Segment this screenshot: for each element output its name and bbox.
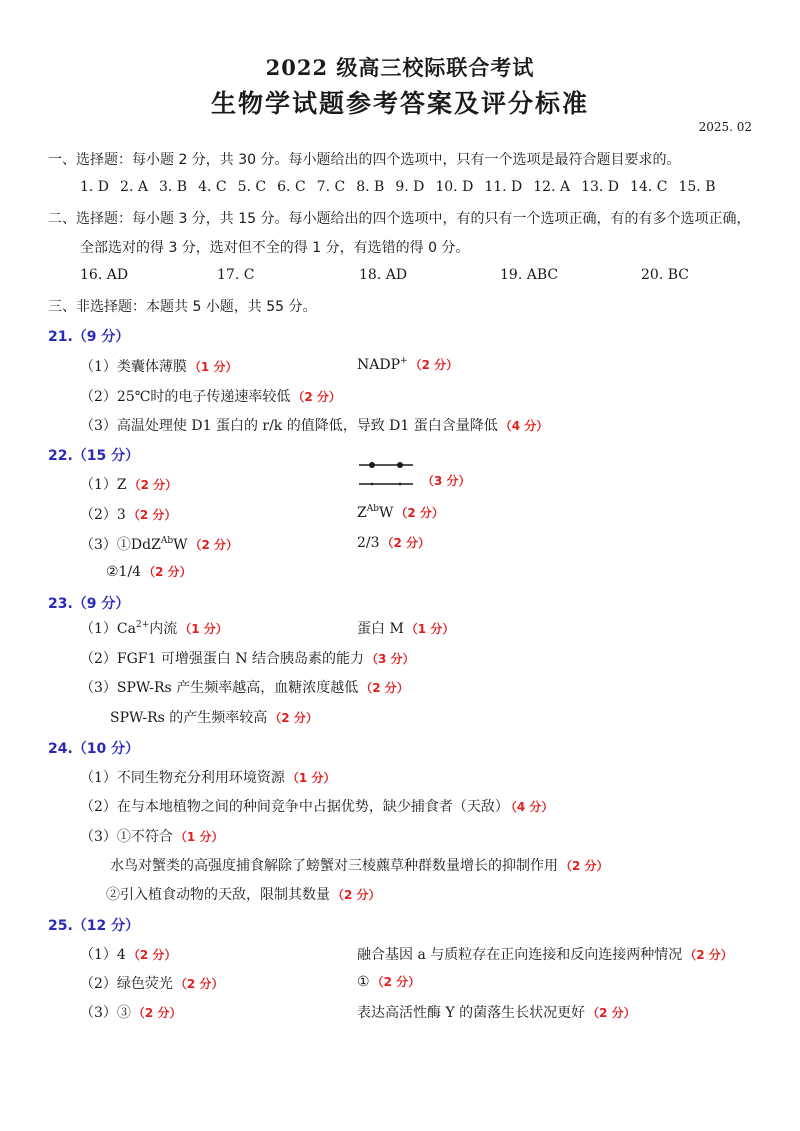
q23-answer-4 (110, 707, 318, 727)
q25-answer-2a-text: （2）绿色荧光 (80, 976, 173, 992)
q21-answer-1a-text: （1）类囊体薄膜 (80, 359, 187, 375)
q25-answer-2a (80, 973, 223, 993)
mc-answer-10: 10. D (435, 179, 474, 195)
q25-answer-1a (80, 944, 176, 964)
q21-score-3: （4 分） (499, 419, 549, 433)
q21-answer-2 (80, 386, 341, 406)
q21-answer-1a (80, 356, 237, 376)
mc-answer-16: 16. AD (80, 267, 129, 283)
q24-answer-3 (80, 826, 223, 846)
q23-answer-1b (357, 618, 454, 638)
q24-score-2: （4 分） (510, 800, 554, 814)
q24-score-4: （2 分） (560, 859, 609, 873)
q25-answer-3b-text: 表达高活性酶 Y 的菌落生长状况更好 (357, 1005, 586, 1021)
q25-answer-2b (357, 973, 420, 990)
q24-answer-2 (80, 796, 553, 816)
q25-answer-3b (357, 1002, 636, 1022)
mc-answer-14: 14. C (630, 179, 668, 195)
question-25-label: 25.（12 分） (48, 918, 140, 934)
q21-score-1a: （1 分） (188, 360, 238, 374)
q25-score-1a: （2 分） (127, 948, 177, 962)
q22-score-2a: （2 分） (127, 508, 177, 522)
section-2-heading-line1: 二、选择题：每小题 3 分，共 15 分。每小题给出的四个选项中，有的只有一个选项正确，有的有多个选项正确， (48, 211, 751, 227)
mc-answer-9: 9. D (395, 179, 425, 195)
mc-answer-20: 20. BC (641, 267, 689, 283)
q22-score-3a: （2 分） (189, 538, 239, 552)
question-24-label: 24.（10 分） (48, 741, 140, 757)
q24-score-3: （1 分） (174, 830, 224, 844)
q25-score-3b: （2 分） (587, 1006, 636, 1020)
question-23-label: 23.（9 分） (48, 596, 130, 612)
q22-answer-2a (80, 504, 176, 524)
q23-answer-2 (80, 648, 415, 668)
mc-answer-2: 2. A (120, 179, 148, 195)
date-label: 2025. 02 (698, 120, 752, 134)
mc-answer-3: 3. B (158, 179, 188, 195)
q23-answer-1a-pre: （1）Ca (80, 621, 136, 637)
q23-answer-1a-sup: 2+ (135, 620, 150, 630)
mc-answer-7: 7. C (316, 179, 346, 195)
mc-answer-5: 5. C (237, 179, 267, 195)
q22-answer-2b-pre: Z (357, 505, 367, 521)
document-title: 生物学试题参考答案及评分标准 (210, 89, 589, 118)
q22-score-2b: （2 分） (395, 506, 444, 520)
q24-answer-1 (80, 767, 335, 787)
q23-score-3: （2 分） (360, 681, 409, 695)
q22-answer-2b-post: W (379, 505, 394, 521)
q25-answer-3a (80, 1002, 181, 1022)
q21-answer-1b-text: NADP (357, 357, 401, 373)
q22-answer-1a-text: （1）Z (80, 477, 127, 493)
mc-answer-18: 18. AD (359, 267, 408, 283)
q23-answer-1a-post: 内流 (149, 621, 178, 637)
q24-answer-4 (110, 855, 609, 875)
q24-score-1: （1 分） (286, 771, 336, 785)
question-22-label: 22.（15 分） (48, 448, 140, 464)
q22-score-4: （2 分） (143, 565, 192, 579)
q24-answer-5-text: ②引入植食动物的天敌，限制其数量 (106, 887, 330, 903)
q22-answer-3a-pre: （3）①DdZ (80, 537, 161, 553)
section-1-answers (80, 179, 727, 195)
q24-answer-4-text: 水鸟对蟹类的高强度捕食解除了螃蟹对三棱藨草种群数量增长的抑制作用 (110, 858, 558, 874)
mc-answer-6: 6. C (277, 179, 306, 195)
q22-score-1a: （2 分） (128, 478, 178, 492)
q23-score-2: （3 分） (366, 652, 415, 666)
mc-answer-4: 4. C (198, 179, 227, 195)
q25-score-3a: （2 分） (132, 1006, 182, 1020)
q22-answer-1a (80, 474, 177, 494)
chromosome-diagram (357, 458, 417, 492)
q25-answer-2b-text: ① (357, 974, 370, 990)
mc-answer-1: 1. D (80, 179, 110, 195)
gene-dot-bottom-left (371, 483, 374, 486)
q24-answer-2-text: （2）在与本地植物之间的种间竞争中占据优势，缺少捕食者（天敌） (80, 799, 509, 815)
q23-answer-1b-text: 蛋白 M (357, 621, 404, 637)
q22-answer-2a-text: （2）3 (80, 507, 126, 523)
q21-answer-3-text: （3）高温处理使 D1 蛋白的 r/k 的值降低，导致 D1 蛋白含量降低 (80, 418, 498, 434)
section-2-answers (80, 267, 720, 287)
q25-score-1b: （2 分） (684, 948, 733, 962)
section-1-heading: 一、选择题：每小题 2 分，共 30 分。每小题给出的四个选项中，只有一个选项是最符合题目要求的。 (48, 152, 681, 168)
q25-score-2b: （2 分） (371, 975, 421, 989)
q22-answer-1b (420, 472, 471, 489)
mc-answer-15: 15. B (678, 179, 716, 195)
q24-answer-1-text: （1）不同生物充分利用环境资源 (80, 770, 285, 786)
mc-answer-17: 17. C (217, 267, 255, 283)
q21-score-1b: （2 分） (409, 358, 459, 372)
q23-answer-2-text: （2）FGF1 可增强蛋白 N 结合胰岛素的能力 (80, 651, 365, 667)
q24-answer-3-text: （3）①不符合 (80, 829, 173, 845)
q22-answer-4 (106, 563, 192, 580)
section-2-heading-line2: 全部选对的得 3 分，选对但不全的得 1 分，有选错的得 0 分。 (80, 240, 470, 256)
q22-score-3b: （2 分） (381, 536, 431, 550)
q23-score-1b: （1 分） (405, 622, 455, 636)
mc-answer-13: 13. D (581, 179, 620, 195)
q22-answer-2b (357, 504, 444, 521)
q22-answer-3a-post: W (173, 537, 188, 553)
q21-answer-3 (80, 415, 548, 435)
q25-answer-3a-text: （3）③ (80, 1005, 131, 1021)
q22-answer-4-text: ②1/4 (106, 564, 142, 580)
mc-answer-19: 19. ABC (500, 267, 559, 283)
q23-answer-3 (80, 677, 409, 697)
q21-answer-1b-sup: + (400, 356, 408, 366)
q23-score-4: （2 分） (269, 711, 318, 725)
q25-score-2a: （2 分） (174, 977, 224, 991)
q22-answer-3a-sup: Ab (160, 536, 174, 546)
mc-answer-12: 12. A (533, 179, 571, 195)
q21-answer-1b (357, 356, 458, 373)
q25-answer-1b-text: 融合基因 a 与质粒存在正向连接和反向连接两种情况 (357, 947, 683, 963)
q22-score-1b: （3 分） (422, 474, 471, 488)
q22-answer-3b (357, 534, 430, 551)
q22-answer-3a (80, 534, 238, 554)
gene-dot-top-right (397, 462, 403, 468)
exam-title: 2022 级高三校际联合考试 (265, 55, 535, 80)
mc-answer-11: 11. D (484, 179, 523, 195)
gene-dot-bottom-right (399, 483, 402, 486)
question-21-label: 21.（9 分） (48, 329, 130, 345)
q23-answer-1a (80, 618, 228, 638)
section-3-heading: 三、非选择题：本题共 5 小题，共 55 分。 (48, 299, 317, 315)
q21-answer-2-text: （2）25℃时的电子传递速率较低 (80, 389, 291, 405)
gene-dot-top-left (369, 462, 375, 468)
q21-score-2: （2 分） (292, 390, 341, 404)
q23-answer-3-text: （3）SPW-Rs 产生频率越高，血糖浓度越低 (80, 680, 359, 696)
q24-answer-5 (106, 884, 381, 904)
q22-answer-3b-text: 2/3 (357, 535, 380, 551)
mc-answer-8: 8. B (356, 179, 385, 195)
q23-answer-4-text: SPW-Rs 的产生频率较高 (110, 710, 268, 726)
q23-score-1a: （1 分） (179, 622, 228, 636)
q25-answer-1a-text: （1）4 (80, 947, 126, 963)
q25-answer-1b (357, 944, 733, 964)
q24-score-5: （2 分） (332, 888, 381, 902)
q22-answer-2b-sup: Ab (366, 504, 379, 514)
